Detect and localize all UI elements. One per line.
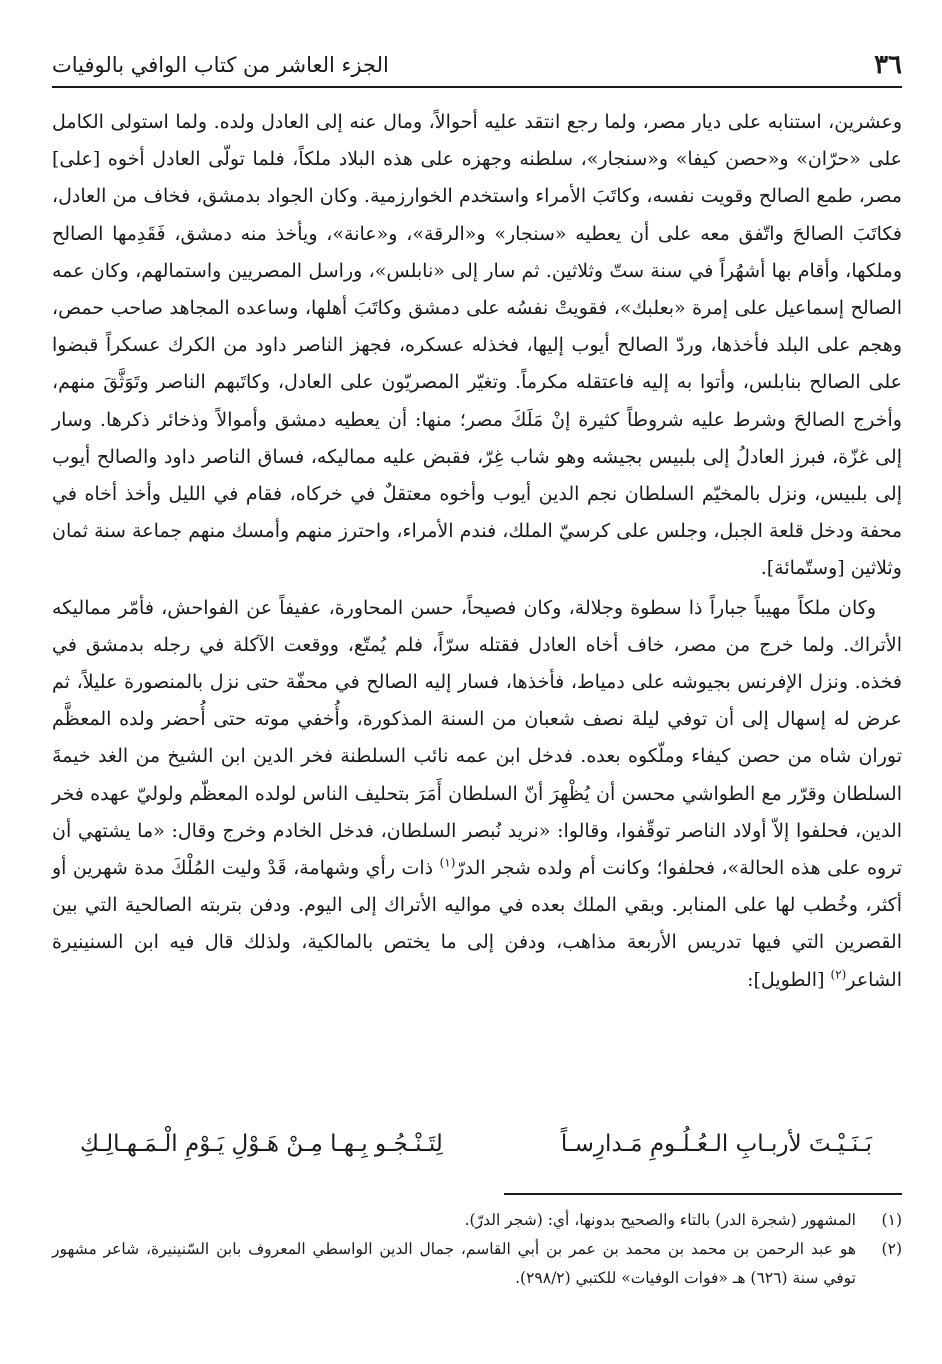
page-number: ٣٦ xyxy=(874,50,902,80)
paragraph-2 xyxy=(52,590,902,999)
verse-second-hemistich: لِتَـنْـجُـو بِـهـا مِـنْ هَـوْلِ يَـوْمِ الْـمَـهـالِـكِ xyxy=(80,1131,443,1157)
paragraph-1: وعشرين، استنابه على ديار مصر، ولما رجع انتقد عليه أحوالاً، ومال عنه إلى العادل ولده. ولما استولى الكامل على «حرّان» و«حصن كيفا» و«سنجار»، سلطنه وجهزه على هذه البلاد ملكاً، فلما تولّى العادل أخوه [على] مصر، طمع الصالح وقويت نفسه، وكاتَبَ الأمراء واستخدم الخوارزمية. وكان الجواد بدمشق، فخاف من العادل، فكاتَبَ الصالحَ واتّفق معه على أن يعطيه «سنجار» و«الرقة»، و«عانة»، ويأخذ منه دمشق، فَقَدِمها الصالح وملكها، وأقام بها أشهُراً في سنة ستّ وثلاثين. ثم سار إلى «نابلس»، وراسل المصريين واستمالهم، وكان عمه الصالح إسماعيل على إمرة «بعلبك»، فقويتْ نفسُه على دمشق وكاتَبَ أهلها، وساعده المجاهد صاحب حمص، وهجم على البلد فأخذها، وردّ الصالح أيوب إليها، فخذله عسكره، فجهز الناصر داود من الكرك عسكراً قبضوا على الصالح بنابلس، وأتوا به إليه فاعتقله مكرماً. وتغيّر المصريّون على العادل، وكاتَبهم الناصر وتَوَثَّقَ منهم، وأخرج الصالحَ وشرط عليه شروطاً كثيرة إنْ مَلَكَ مصر؛ منها: أن يعطيه دمشق وأموالاً وذخائر ذكرها. وسار إلى غزّة، فبرز العادلُ إلى بلبيس بجيشه وهو شاب غِرّ، فقبض عليه مماليكه، فساق الناصر داود والصالح أيوب إلى بلبيس، ونزل بالمخيّم السلطان نجم الدين أيوب وأخوه معتقلٌ في خركاه، فقام في الليل وأخذ أخاه في محفة ودخل قلعة الجبل، وجلس على كرسيّ الملك، فندم الأمراء، واحترز منهم وأمسك منهم جماعة سنة ثمان وثلاثين [وستّمائة]. xyxy=(52,111,902,580)
footnote-1 xyxy=(52,1206,902,1235)
paragraph-2-end: [الطويل]: xyxy=(747,968,831,991)
running-title: الجزء العاشر من كتاب الوافي بالوفيات xyxy=(52,53,389,77)
poetry-verse xyxy=(80,1124,872,1164)
footnote-2 xyxy=(52,1235,902,1293)
footnote-text: المشهور (شجرة الدر) بالتاء والصحيح بدونها، أي: (شجر الدرّ). xyxy=(464,1211,856,1229)
footnote-number: (٢) xyxy=(881,1240,902,1258)
footnotes xyxy=(52,1206,902,1293)
footnote-number: (١) xyxy=(881,1211,902,1229)
main-text xyxy=(52,104,902,999)
footnote-ref-1: (١) xyxy=(439,855,456,870)
footnote-text: هو عبد الرحمن بن محمد بن محمد بن عمر بن أبي القاسم، جمال الدين الواسطي المعروف بابن السّنينيرة، شاعر مشهور توفي سنة (٦٢٦) هـ «فوات الوفيات» للكتبي (٢٩٨/٢). xyxy=(52,1240,856,1287)
page-header xyxy=(52,48,902,82)
paragraph-2-start: وكان ملكاً مهيباً جباراً ذا سطوة وجلالة، وكان فصيحاً، حسن المحاورة، عفيفاً عن الفواحش، فأمّر مماليكه الأتراك. ولما خرج من مصر، خاف أخاه العادل فقتله سرّاً، فلم يُمتّع، ووقعت الآكلة في رجله بدمشق في فخذه. ونزل الإفرنس بجيوشه على دمياط، فأخذها، فسار إليه الصالح في محفّة حتى نزل بالمنصورة عليلاً، ثم عرض له إسهال إلى أن توفي ليلة نصف شعبان من السنة المذكورة، وأُخفي موته حتى أُحضر ولده المعظَّم توران شاه من حصن كيفاء وملّكوه بعده. فدخل ابن عمه نائب السلطنة فخر الدين ابن الشيخ من الغد خيمةَ السلطان وقرّر مع الطواشي محسن أن يُظْهِرَ أنّ السلطان أَمَرَ بتحليف الناس لولده المعظّم ولوليّ عهده فخر الدين، فحلفوا إلاّ أولاد الناصر توقّفوا، وقالوا: «نريد نُبصر السلطان، فدخل الخادم وخرج وقال: «ما يشتهي أن تروه على هذه الحالة»، فحلفوا؛ وكانت أم ولده شجر الدرّ xyxy=(52,596,902,880)
footnote-ref-2: (٢) xyxy=(830,967,847,982)
verse-first-hemistich: بَـنَـيْـتَ لأربـابِ الـعُـلُـومِ مَـدارِسـاً xyxy=(560,1131,872,1157)
paragraph-2-middle: ذات رأي وشهامة، قَدْ وليت المُلْكَ مدة شهرين أو أكثر، وخُطب لها على المنابر. وبقي الملك بعده في مواليه الأتراك إلى اليوم. ودفن بتربته الصالحية التي بين القصرين التي فيها تدريس الأربعة مذاهب، ودفن إلى ما يختص بالمالكية، ولذلك قال فيه ابن السنينيرة الشاعر xyxy=(52,857,902,991)
footnote-divider xyxy=(504,1193,902,1195)
header-divider xyxy=(52,86,902,88)
